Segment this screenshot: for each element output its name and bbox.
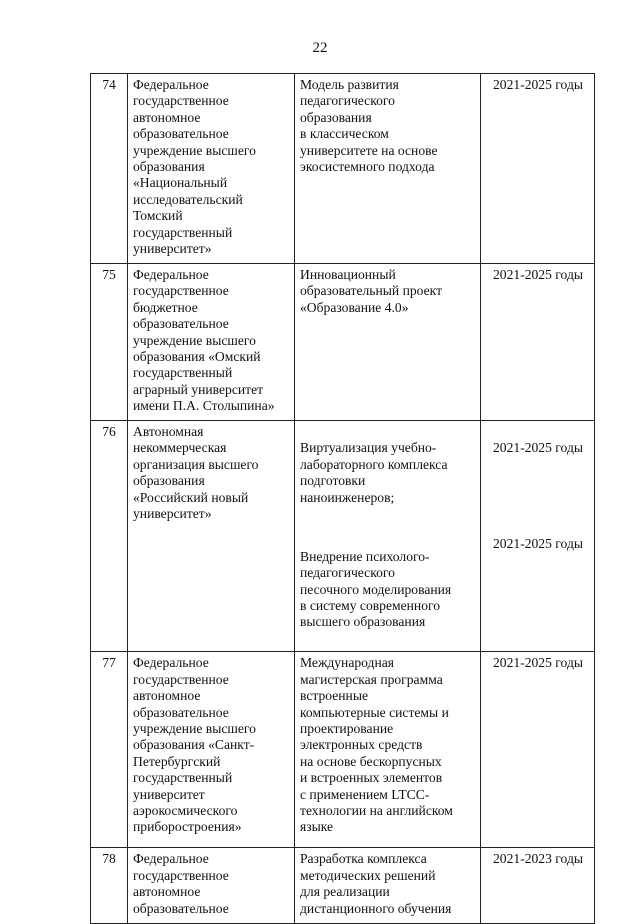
project-cell (295, 421, 481, 652)
period-cell (481, 74, 595, 264)
project-cell (295, 848, 481, 924)
period-cell (481, 652, 595, 848)
period-text: 2021-2025 годы (493, 535, 583, 551)
table-row (91, 264, 595, 421)
page-number: 22 (312, 40, 328, 56)
row-number: 77 (91, 652, 128, 848)
project-cell (295, 74, 481, 264)
period-text: 2021-2025 годы (493, 77, 583, 92)
row-number: 76 (91, 421, 128, 652)
project-text: Международная магистерская программа встроенные компьютерные системы и проектирование электронных средств на основе бескорпусных и встроенных элементов с применением LTCC- технологии на английском языке (300, 655, 453, 835)
row-number: 78 (91, 848, 128, 924)
project-text: Инновационный образовательный проект «Образование 4.0» (300, 267, 443, 315)
organization-cell: Федеральное государственное бюджетное образовательное учреждение высшего образования «Омский государственный аграрный университет имени П.А. Столыпина» (128, 264, 295, 421)
organization-cell: Автономная некоммерческая организация высшего образования «Российский новый университет» (128, 421, 295, 652)
row-number: 75 (91, 264, 128, 421)
period-text: 2021-2025 годы (493, 440, 583, 456)
table-row (91, 848, 595, 924)
programs-table (90, 73, 595, 924)
period-cell (481, 421, 595, 652)
period-text: 2021-2025 годы (493, 655, 583, 671)
project-text: Виртуализация учебно- лабораторного комплекса подготовки наноинженеров; (300, 440, 448, 505)
table-row (91, 652, 595, 848)
period-cell (481, 264, 595, 421)
project-text: Внедрение психолого- педагогического песочного моделирования в систему современного высшего образования (300, 548, 452, 630)
period-cell (481, 848, 595, 924)
period-text: 2021-2023 годы (493, 851, 583, 867)
period-text: 2021-2025 годы (493, 267, 583, 282)
organization-cell: Федеральное государственное автономное образовательное (128, 848, 295, 924)
project-text: Модель развития педагогического образования в классическом университете на основе экосистемного подхода (300, 77, 438, 175)
table-row (91, 421, 595, 652)
project-cell (295, 652, 481, 848)
project-cell (295, 264, 481, 421)
organization-cell: Федеральное государственное автономное образовательное учреждение высшего образования «Санкт- Петербургский государственный университет аэрокосмического приборостроения» (128, 652, 295, 848)
row-number: 74 (91, 74, 128, 264)
table-row (91, 74, 595, 264)
project-text: Разработка комплекса методических решений для реализации дистанционного обучения (300, 851, 452, 916)
organization-cell: Федеральное государственное автономное образовательное учреждение высшего образования «Национальный исследовательский Томский государственный университет» (128, 74, 295, 264)
